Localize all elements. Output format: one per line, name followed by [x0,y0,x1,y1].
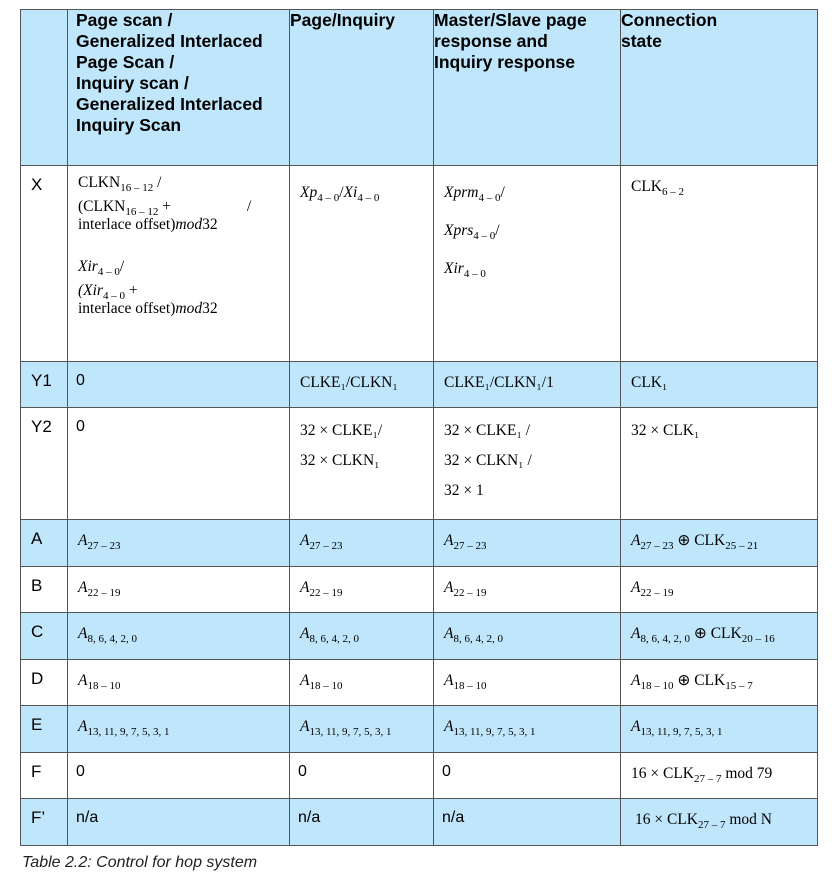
cell-x-response: Xprm$_{4 - 0}$/ Xprs$_{4 - 0}$/ Xir$_{4 - 0}$ [444,184,505,280]
cell-b-response [434,567,620,597]
subscript: 22 – 19 [87,587,121,599]
cell-a-page-scan [68,520,289,550]
subscript: 22 – 19 [640,587,674,599]
cell-y1-connection: CLK₁ [631,374,668,391]
xprm-text: Xprm [444,184,479,201]
header-row [21,10,818,166]
cell-d-page-scan [68,660,289,690]
subscript: 13, 11, 9, 7, 5, 3, 1 [87,726,170,738]
a-text: A [631,718,641,735]
a-text: A [444,625,454,642]
cell-d-connection [621,660,817,690]
slash: / [157,174,162,191]
plus: + [162,198,171,215]
mod-text: mod 79 [725,765,773,782]
xor-clk: ⊕ CLK [677,672,726,689]
cell-y1-response: CLKE₁/CLKN₁/1 [444,374,554,391]
header-corner [21,10,68,166]
subscript: 16 – 12 [120,182,154,194]
a-text: A [631,579,641,596]
row-label: A [31,529,43,548]
row-label: Y2 [31,417,52,436]
a-text: A [444,672,454,689]
subscript: 4 – 0 [317,192,340,204]
subscript: 27 – 7 [694,773,722,785]
row-y1 [21,362,818,408]
header-line: Inquiry scan / [76,73,189,93]
clk-text: CLK [631,178,662,195]
subscript: 20 – 16 [741,633,775,645]
cell-a-response [434,520,620,550]
header-line: Inquiry response [434,52,576,72]
row-f [21,753,818,799]
a-text: A [631,672,641,689]
row-x [21,166,818,362]
a-text: A [300,718,310,735]
header-line: Generalized Interlaced [76,31,263,51]
row-a [21,520,818,567]
formula-line: 32 × CLKN₁ / [444,452,532,469]
subscript: 27 – 23 [87,540,121,552]
cell-y2-response [434,408,620,500]
subscript: 22 – 19 [309,587,343,599]
xi-text: Xi [343,184,358,201]
cell-f-page-scan: 0 [76,763,85,780]
subscript: 4 – 0 [357,192,380,204]
subscript: 13, 11, 9, 7, 5, 3, 1 [453,726,536,738]
row-label: Y1 [31,371,52,390]
hop-control-table [20,9,818,846]
row-label: D [31,669,44,688]
cell-e-response [434,706,620,736]
a-text: A [631,532,641,549]
a-text: A [78,579,88,596]
subscript: 18 – 10 [87,680,121,692]
cell-fp-connection [621,799,817,829]
subscript: 6 – 2 [662,186,684,198]
xor-clk: ⊕ CLK [677,532,726,549]
header-line: Connection [621,10,718,30]
subscript: 18 – 10 [640,680,674,692]
xir-text: Xir [78,258,98,275]
table-caption: Table 2.2: Control for hop system [22,854,258,871]
xor-clk: ⊕ CLK [693,625,742,642]
row-e [21,706,818,753]
row-label: X [31,175,43,194]
cell-b-page-scan [68,567,289,597]
subscript: 15 – 7 [725,680,753,692]
subscript: 8, 6, 4, 2, 0 [640,633,690,645]
subscript: 4 – 0 [102,290,125,302]
cell-fp-response: n/a [442,809,465,826]
subscript: 18 – 10 [453,680,487,692]
cell-x-page-inquiry: $Xp_{4 - 0}/Xi_{4 - 0}$ [300,184,380,204]
formula-line: 32 × CLKE₁ / [444,422,531,439]
header-response [434,10,621,166]
cell-e-connection [621,706,817,736]
header-line: response and [434,31,548,51]
a-text: A [631,625,641,642]
subscript: 18 – 10 [309,680,343,692]
formula-line: 32 × CLKE₁/ [300,422,383,439]
row-label: E [31,715,43,734]
header-connection-state [621,10,818,166]
a-text: A [78,718,88,735]
header-line: Page Scan / [76,52,175,72]
subscript: 25 – 21 [725,540,759,552]
cell-y1-page-scan: 0 [76,372,85,389]
a-text: A [444,718,454,735]
cell-f-connection [621,753,817,783]
interlace-text: interlace offset [78,300,171,317]
a-text: A [78,672,88,689]
interlace-text: interlace offset [78,216,171,233]
subscript: 8, 6, 4, 2, 0 [87,633,137,645]
cell-y2-connection: 32 × CLK₁ [631,422,700,439]
number: 32 [202,216,218,233]
clk-text: 16 × CLK [635,811,698,828]
mod-text: mod [175,216,203,233]
cell-x-page-scan: $CLKN_{16 - 12}$ / ($CLKN_{16 - 12}$ + / interlace offset)mod32 Xir$_{4 - 0}$/ (Xir$_{4 - 0}$ + interlace offset)mod32 [78,174,252,317]
subscript: 27 – 23 [309,540,343,552]
cell-e-page-scan [68,706,289,736]
cell-y2-page-inquiry [290,408,433,470]
cell-x-connection [621,166,817,196]
cell-c-connection [621,613,817,643]
clkn-text: (CLKN [78,198,126,215]
xp-text: Xp [300,184,318,201]
row-c [21,613,818,660]
cell-fp-page-scan: n/a [76,809,99,826]
row-y2 [21,408,818,520]
cell-y2-page-scan: 0 [76,418,85,435]
clk-text: 16 × CLK [631,765,694,782]
subscript: 8, 6, 4, 2, 0 [309,633,359,645]
row-f-prime [21,799,818,846]
cell-y1-page-inquiry: CLKE₁/CLKN₁ [300,374,398,391]
cell-f-response: 0 [442,763,451,780]
cell-c-page-inquiry [290,613,433,643]
cell-d-page-inquiry [290,660,433,690]
a-text: A [444,579,454,596]
cell-e-page-inquiry [290,706,433,736]
header-page-inquiry [290,10,434,166]
cell-c-page-scan [68,613,289,643]
header-line: Generalized Interlaced [76,94,263,114]
subscript: 27 – 23 [640,540,674,552]
slash: / [119,258,125,275]
a-text: A [444,532,454,549]
row-label: F’ [31,808,46,827]
subscript: 4 – 0 [478,192,501,204]
subscript: 8, 6, 4, 2, 0 [453,633,503,645]
cell-d-response [434,660,620,690]
cell-b-connection [621,567,817,597]
slash: / [246,198,252,215]
mod-text: mod N [729,811,772,828]
a-text: A [300,579,310,596]
subscript: 27 – 7 [698,819,726,831]
mod-text: mod [175,300,203,317]
subscript: 4 – 0 [473,230,496,242]
cell-a-page-inquiry [290,520,433,550]
row-b [21,567,818,613]
subscript: 4 – 0 [97,266,120,278]
formula-line: 32 × CLKN₁ [300,452,380,469]
cell-fp-page-inquiry: n/a [298,809,321,826]
plus: + [128,282,138,299]
subscript: 22 – 19 [453,587,487,599]
xir-text: Xir [444,260,464,277]
subscript: 27 – 23 [453,540,487,552]
header-line: Inquiry Scan [76,115,182,135]
subscript: 16 – 12 [125,206,159,218]
subscript: 13, 11, 9, 7, 5, 3, 1 [640,726,723,738]
cell-f-page-inquiry: 0 [298,763,307,780]
a-text: A [300,672,310,689]
row-label: C [31,622,44,641]
cell-c-response [434,613,620,643]
a-text: A [300,532,310,549]
a-text: A [78,532,88,549]
header-line: Page/Inquiry [290,10,396,30]
xprs-text: Xprs [444,222,474,239]
row-label: B [31,576,43,595]
clkn-text: CLKN [78,174,121,191]
header-line: Master/Slave page [434,10,587,30]
number: 32 [202,300,218,317]
header-line: state [621,31,662,51]
formula-line: 32 × 1 [444,482,484,499]
header-line: Page scan / [76,10,173,30]
cell-a-connection [621,520,817,550]
subscript: 4 – 0 [463,268,486,280]
a-text: A [300,625,310,642]
row-label: F [31,762,42,781]
row-d [21,660,818,706]
header-page-scan [68,10,290,166]
cell-b-page-inquiry [290,567,433,597]
subscript: 13, 11, 9, 7, 5, 3, 1 [309,726,392,738]
xir-text: (Xir [78,282,103,299]
a-text: A [78,625,88,642]
